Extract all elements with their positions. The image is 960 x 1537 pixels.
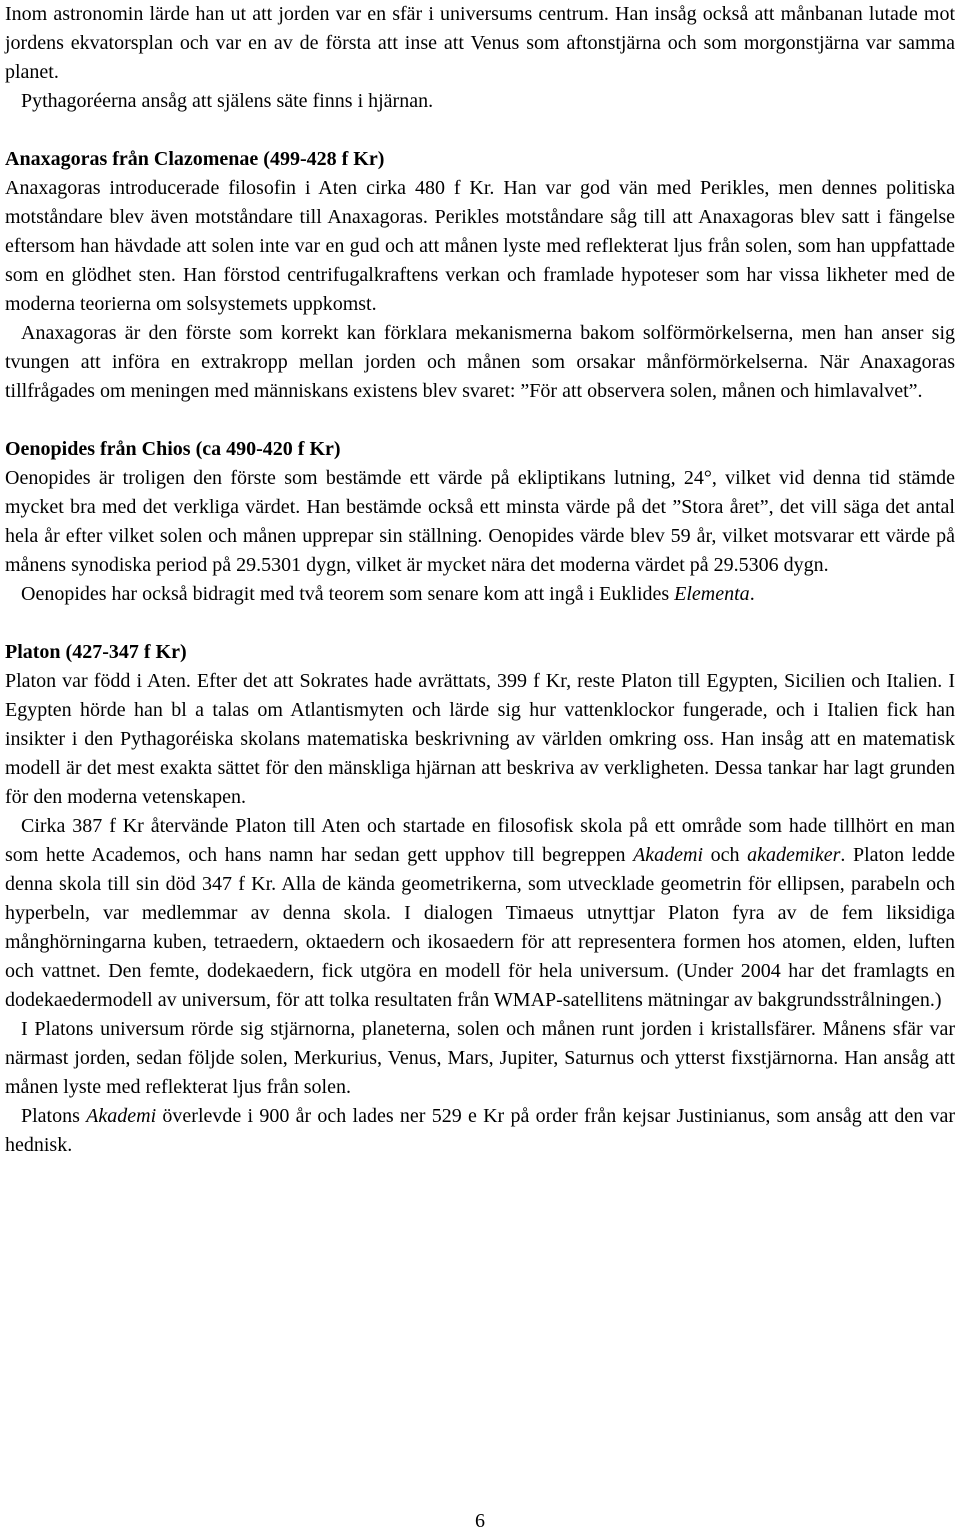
body-paragraph: Platon var född i Aten. Efter det att Sokrates hade avrättats, 399 f Kr, reste Platon till Egypten, Sicilien och Italien. I Egypten hörde han bl a talas om Atlantismyten och lärde sig hur vattenklockor fungerade, och i Italien fick han insikter i den Pythagoréiska skolans matematiska beskrivning av världen omkring oss. Han insåg att en matematisk modell är det mest exakta sättet för den mänskliga hjärnan att beskriva av verkligheten. Dessa tankar har lagt grunden för den moderna vetenskapen. <box>5 670 955 808</box>
body-paragraph: I Platons universum rörde sig stjärnorna, planeterna, solen och månen runt jorden i kristallsfärer. Månens sfär var närmast jorden, sedan följde solen, Merkurius, Venus, Mars, Jupiter, Saturnus och ytterst fixstjärnorna. Han ansåg att månen lyste med reflekterat ljus från solen. <box>5 1018 955 1098</box>
section-heading: Oenopides från Chios (ca 490-420 f Kr) <box>5 438 341 460</box>
section-heading: Platon (427-347 f Kr) <box>5 641 187 663</box>
text-run: . <box>749 583 755 605</box>
italic-term: akademiker <box>747 844 841 866</box>
section-platon <box>5 638 955 1160</box>
intro-paragraph: Pythagoréerna ansåg att själens säte finns i hjärnan. <box>21 90 434 112</box>
section-heading: Anaxagoras från Clazomenae (499-428 f Kr) <box>5 148 385 170</box>
body-paragraph: Anaxagoras är den förste som korrekt kan förklara mekanismerna bakom solförmörkelserna, men han anser sig tvungen att införa en extrakropp mellan jorden och månen som orsakar månförmörkelserna. När Anaxagoras tillfrågades om meningen med människans existens blev svaret: ”För att observera solen, månen och himlavalvet”. <box>5 322 955 402</box>
text-run: Cirka 387 f Kr återvände Platon till Aten och startade en filosofisk skola på ett område som hade tillhört en man som hette Academos, och hans namn har sedan gett upphov till begreppen <box>5 815 955 866</box>
text-run: överlevde i 900 år och lades ner 529 e Kr på order från kejsar Justinianus, som ansåg att den var hednisk. <box>5 1105 955 1156</box>
italic-title: Elementa <box>674 583 750 605</box>
italic-term: Akademi <box>86 1105 157 1127</box>
body-paragraph: Anaxagoras introducerade filosofin i Aten cirka 480 f Kr. Han var god vän med Perikles, men dennes politiska motståndare blev även motståndare till Anaxagoras. Perikles motståndare såg till att Anaxagoras blev satt i fängelse eftersom han hävdade att solen inte var en gud och att månen lyste med reflekterat ljus från solen, som han uppfattade som en glödhet sten. Han förstod centrifugalkraftens verkan och framlade hypoteser som har vissa likheter med de moderna teorierna om solsystemets uppkomst. <box>5 177 955 315</box>
text-run: Oenopides har också bidragit med två teorem som senare kom att ingå i Euklides <box>21 583 675 605</box>
body-paragraph <box>5 1102 955 1160</box>
section-anaxagoras <box>5 145 955 406</box>
document-page <box>5 0 955 1160</box>
italic-term: Akademi <box>633 844 704 866</box>
text-run: Platons <box>21 1105 87 1127</box>
body-paragraph <box>5 812 955 1015</box>
body-paragraph <box>5 580 955 609</box>
section-oenopides <box>5 435 955 609</box>
text-run: . Platon ledde denna skola till sin död 347 f Kr. Alla de kända geometrikerna, som utvecklade geometrin för ellipsen, parabeln och hyperbeln, var medlemmar av denna skola. I dialogen Timaeus utnyttjar Platon fyra av de fem liksidiga månghörningarna kuben, tetraedern, oktaedern och ikosaedern för att representera formen hos atomen, elden, luften och vattnet. Den femte, dodekaedern, fick utgöra en modell för hela universum. (Under 2004 har det framlagts en dodekaedermodell av universum, för att tolka resultaten från WMAP-satellitens mätningar av bakgrundsstrålningen.) <box>5 844 955 1011</box>
page-number: 6 <box>475 1510 485 1532</box>
body-paragraph: Oenopides är troligen den förste som bestämde ett värde på ekliptikans lutning, 24°, vilket vid denna tid stämde mycket bra med det verkliga värdet. Han bestämde också ett minsta värde på det ”Stora året”, det vill säga det antal hela år efter vilket solen och månen upprepar sin ställning. Oenopides värde blev 59 år, vilket motsvarar ett värde på månens synodiska period på 29.5301 dygn, vilket är mycket nära det moderna värdet på 29.5306 dygn. <box>5 467 955 576</box>
intro-paragraph: Inom astronomin lärde han ut att jorden var en sfär i universums centrum. Han insåg också att månbanan lutade mot jordens ekvatorsplan och var en av de första att inse att Venus som aftonstjärna och som morgonstjärna var samma planet. <box>5 3 955 83</box>
text-run: och <box>703 844 748 866</box>
